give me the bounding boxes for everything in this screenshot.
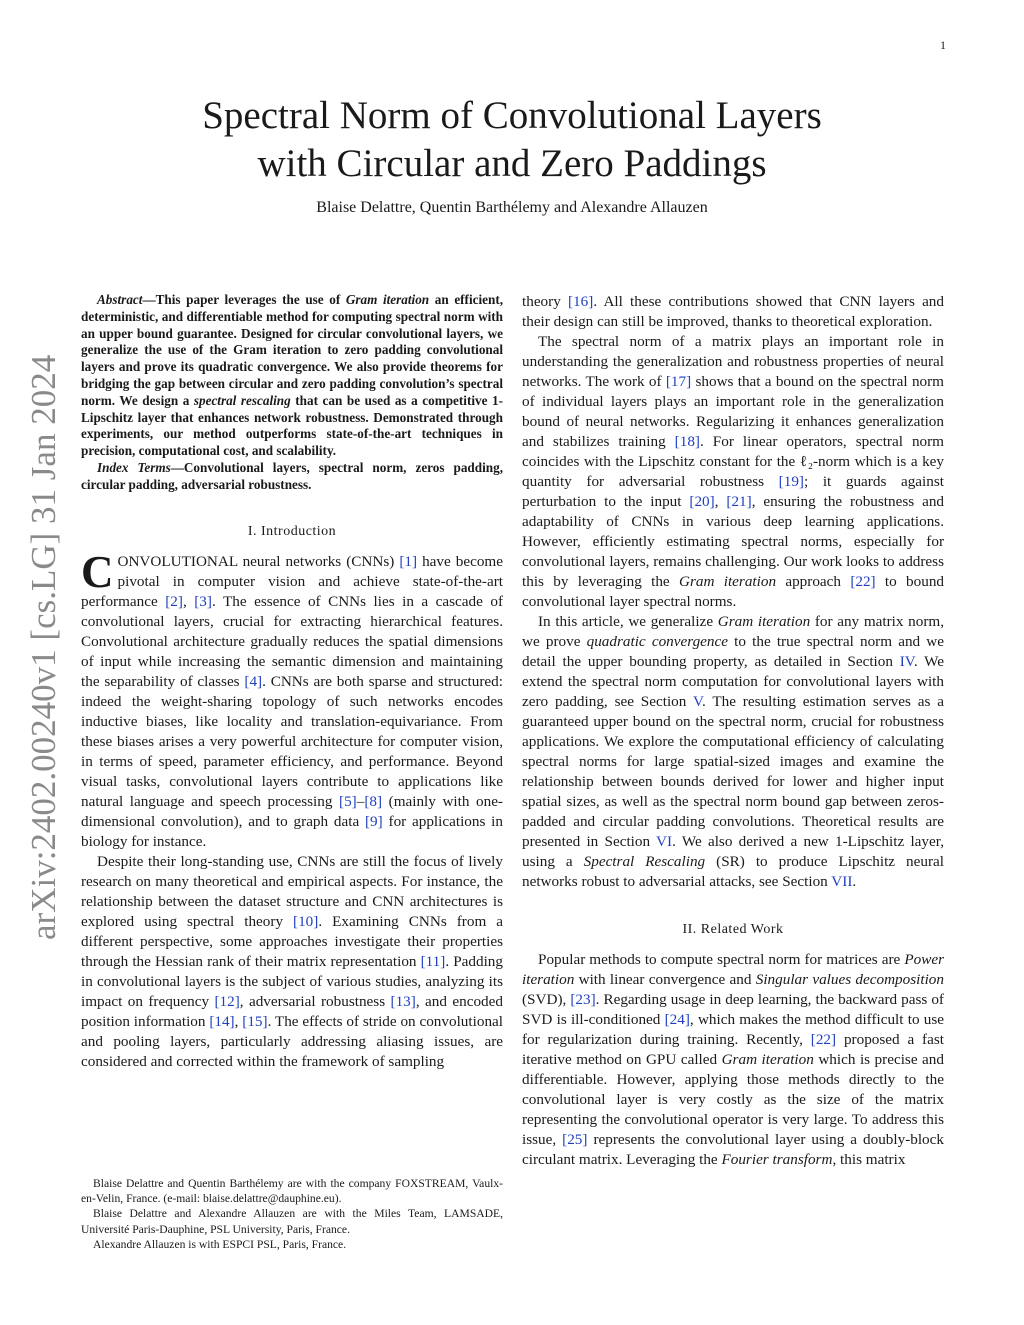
- citation-link[interactable]: [4]: [244, 672, 263, 690]
- body-text: .: [852, 873, 857, 890]
- citation-link[interactable]: [20]: [689, 493, 715, 510]
- citation-link[interactable]: [23]: [570, 991, 596, 1008]
- emphasis: Singular values decomposition: [755, 971, 944, 988]
- body-text: . We extend the spectral norm computation for convolutional layers with zero padding, see Section: [522, 653, 945, 710]
- section-heading-related-work: II. Related Work: [682, 922, 784, 937]
- section-link[interactable]: VII: [831, 873, 853, 890]
- citation-link[interactable]: [10]: [293, 912, 319, 930]
- emphasis: quadratic convergence: [586, 633, 728, 650]
- right-column: [522, 292, 944, 1170]
- body-text: , this matrix: [832, 1151, 906, 1168]
- body-text: (SR) to produce Lipschitz neural networks robust to adversarial attacks, see Section: [522, 853, 944, 890]
- body-text: , adversarial robustness: [239, 992, 391, 1010]
- footnote: Blaise Delattre and Alexandre Allauzen are with the Miles Team, LAMSADE, Université Paris-Dauphine, PSL University, Paris, France.: [81, 1207, 503, 1236]
- body-text: In this article, we generalize: [538, 613, 718, 630]
- citation-link[interactable]: [3]: [194, 592, 212, 610]
- citation-link[interactable]: [24]: [664, 1011, 690, 1028]
- index-terms: [81, 460, 503, 494]
- citation-link[interactable]: [14]: [209, 1012, 235, 1030]
- footnote: Blaise Delattre and Quentin Barthélemy are with the company FOXSTREAM, Vaulx-en-Velin, France. (e-mail: blaise.delattre@dauphine.eu).: [81, 1177, 503, 1206]
- intro-paragraph: [522, 292, 944, 332]
- emphasis: Gram iteration: [721, 1051, 814, 1068]
- body-text: Despite their long-standing use, CNNs are still the focus of lively research on many theoretical and empirical aspects. For instance, the relationship between the dataset structure and CNN architectures is explored using spectral theory: [81, 852, 503, 930]
- body-text: ,: [234, 1012, 243, 1030]
- emphasis: Fourier transform: [721, 1151, 833, 1168]
- emphasis: Gram iteration: [678, 573, 777, 590]
- body-text: . The essence of CNNs lies in a cascade of convolutional layers, crucial for extracting hierarchical features. Convolutional architecture gradually reduces the spatial dimensions of input while increasing the semantic dimension and maintaining the separability of classes: [81, 592, 504, 690]
- body-text: . For linear operators, spectral norm coincides with the Lipschitz constant for the ℓ₂-norm which is a key quantity for adversarial robustness: [522, 433, 944, 490]
- citation-link[interactable]: [25]: [562, 1131, 588, 1148]
- citation-link[interactable]: [19]: [778, 473, 804, 490]
- body-text: –: [356, 792, 365, 810]
- body-text: theory: [522, 293, 568, 310]
- index-terms-label: Index Terms: [97, 459, 171, 475]
- citation-link[interactable]: [21]: [726, 493, 752, 510]
- body-text: with linear convergence and: [574, 971, 756, 988]
- body-text: have become pivotal in computer vision and achieve state-of-the-art performance: [81, 552, 503, 610]
- body-text: , and encoded position information: [81, 992, 503, 1030]
- title-line-2: with Circular and Zero Paddings: [257, 142, 767, 185]
- body-text: represents the convolutional layer using a doubly-block circulant matrix. Leveraging the: [522, 1131, 944, 1168]
- intro-paragraph: [81, 546, 504, 852]
- footnotes: [81, 1176, 503, 1252]
- title-line-1: Spectral Norm of Convolutional Layers: [202, 94, 822, 137]
- body-text: approach: [776, 573, 851, 590]
- body-text: . Regarding usage in deep learning, the backward pass of SVD is ill-conditioned: [522, 991, 944, 1028]
- section-link[interactable]: IV: [899, 653, 914, 670]
- body-text: . The effects of stride on convolutional and pooling layers, particularly addressing aliasing issues, are considered and corrected within the framework of sampling: [81, 1012, 503, 1070]
- index-terms-text: Convolutional layers, spectral norm, zeros padding, circular padding, adversarial robustness.: [81, 459, 503, 492]
- abstract-text: This paper leverages the use of: [155, 292, 346, 307]
- citation-link[interactable]: [22]: [850, 573, 876, 590]
- citation-link[interactable]: [22]: [810, 1031, 837, 1048]
- intro-paragraph: [81, 852, 503, 1072]
- abstract-dash: —: [142, 292, 156, 307]
- body-text: . The resulting estimation serves as a guaranteed upper bound on the spectral norm, crucial for robustness applications. We explore the computational efficiency of calculating spectral norms for large spatial-sized images and examine the relationship between bounds derived for lower and higher input spatial sizes, as well as the spectral norm bound gap between zeros-padded and circular padding convolutions. Theoretical results are presented in Section: [522, 693, 944, 850]
- body-text: for applications in biology for instance.: [81, 812, 503, 850]
- body-text: . Padding in convolutional layers is the subject of various studies, analyzing its impact on frequency: [81, 952, 503, 1010]
- author-list: Blaise Delattre, Quentin Barthélemy and Alexandre Allauzen: [316, 199, 708, 216]
- body-text: ; it guards against perturbation to the input: [522, 473, 944, 510]
- body-text: . We also derived a new 1-Lipschitz layer, using a: [522, 833, 944, 870]
- page-number: 1: [940, 38, 946, 52]
- abstract-text: that can be used as a competitive 1-Lipschitz layer that enhances network robustness. Demonstrated through experiments, our method outperforms state-of-the-art techniques in precision, computational cost, and scalability.: [81, 392, 503, 459]
- citation-link[interactable]: [17]: [665, 373, 692, 390]
- drop-cap: C: [81, 546, 114, 597]
- abstract-emphasis: spectral rescaling: [193, 392, 291, 408]
- citation-link[interactable]: [5]: [339, 792, 357, 810]
- body-text: , ensuring the robustness and adaptability of CNNs in various deep learning applications. However, efficiently estimating spectral norms, especially for convolutional layers, remains challenging. Our work looks to address this by leveraging the: [522, 493, 945, 590]
- citation-link[interactable]: [18]: [674, 433, 700, 450]
- section-link[interactable]: VI: [656, 833, 673, 850]
- body-text: shows that a bound on the spectral norm of individual layers plays an important role in the generalization bound of neural networks. Regularizing it enhances generalization and stabilizes training: [522, 373, 944, 450]
- citation-link[interactable]: [2]: [165, 592, 183, 610]
- body-text: which is precise and differentiable. However, applying those methods directly to the convolutional layer is very costly as the size of the matrix representing the convolutional operator is very large. To address this issue,: [522, 1051, 944, 1148]
- body-text: ,: [714, 493, 727, 510]
- citation-link[interactable]: [9]: [365, 812, 383, 830]
- body-text: (mainly with one-dimensional convolution), and to graph data: [81, 792, 503, 830]
- paper-title: [90, 92, 934, 188]
- body-text: . Examining CNNs from a different perspective, some approaches investigate their properties through the Hessian rank of their matrix representation: [81, 912, 503, 970]
- section-link[interactable]: V: [692, 693, 702, 710]
- citation-link[interactable]: [12]: [214, 992, 240, 1010]
- body-text: Popular methods to compute spectral norm for matrices are: [538, 951, 905, 968]
- emphasis: Gram iteration: [717, 613, 811, 630]
- left-column: [81, 292, 503, 1072]
- footnote: Alexandre Allauzen is with ESPCI PSL, Paris, France.: [93, 1237, 347, 1251]
- citation-link[interactable]: [11]: [420, 952, 446, 970]
- index-terms-dash: —: [170, 459, 184, 475]
- body-text: to the true spectral norm and we detail the upper bounding property, as detailed in Section: [522, 633, 944, 670]
- body-text: The spectral norm of a matrix plays an important role in understanding the generalization and robustness properties of neural networks. The work of: [522, 333, 944, 390]
- body-text: proposed a fast iterative method on GPU called: [522, 1031, 944, 1068]
- intro-paragraph: [522, 612, 944, 892]
- abstract: [81, 292, 503, 460]
- citation-link[interactable]: [13]: [390, 992, 416, 1010]
- arxiv-identifier-stamp: arXiv:2402.00240v1 [cs.LG] 31 Jan 2024: [24, 354, 63, 940]
- body-text: , which makes the method difficult to use for regularization during training. Recently,: [522, 1011, 945, 1048]
- body-text: (SVD),: [522, 991, 571, 1008]
- abstract-label: Abstract: [97, 292, 143, 307]
- abstract-text: an efficient, deterministic, and differentiable method for computing spectral norm with an upper bound guarantee. Designed for circular convolutional layers, we generalize the use of the Gram iteration to zero padding convolutional layers and prove its quadratic convergence. We also provide theorems for bridging the gap between circular and zero padding convolution’s spectral norm. We design a: [81, 292, 504, 408]
- body-text: . All these contributions showed that CNN layers and their design can still be improved, thanks to theoretical exploration.: [522, 293, 944, 330]
- body-text: . CNNs are both sparse and structured: indeed the weight-sharing topology of such networks encodes inductive biases, like locality and translation-equivariance. From these biases arises a very powerful architecture for computer vision, in terms of speed, parameter efficiency, and performance. Beyond visual tasks, convolutional layers contribute to applications like natural language and speech processing: [81, 672, 503, 810]
- emphasis: Spectral Rescaling: [583, 853, 706, 870]
- body-text: for any matrix norm, we prove: [522, 613, 944, 650]
- body-text: ,: [182, 592, 195, 610]
- citation-link[interactable]: [15]: [242, 1012, 268, 1030]
- citation-link[interactable]: [1]: [399, 552, 418, 570]
- citation-link[interactable]: [8]: [364, 792, 383, 810]
- intro-paragraph: [522, 332, 944, 612]
- body-text: ONVOLUTIONAL neural networks (CNNs): [117, 552, 400, 570]
- body-text: to bound convolutional layer spectral norms.: [522, 573, 945, 610]
- abstract-emphasis: Gram iteration: [345, 292, 430, 307]
- emphasis: Power iteration: [522, 951, 944, 988]
- section-heading-introduction: I. Introduction: [247, 523, 337, 539]
- citation-link[interactable]: [16]: [568, 293, 594, 310]
- related-paragraph: [522, 950, 944, 1170]
